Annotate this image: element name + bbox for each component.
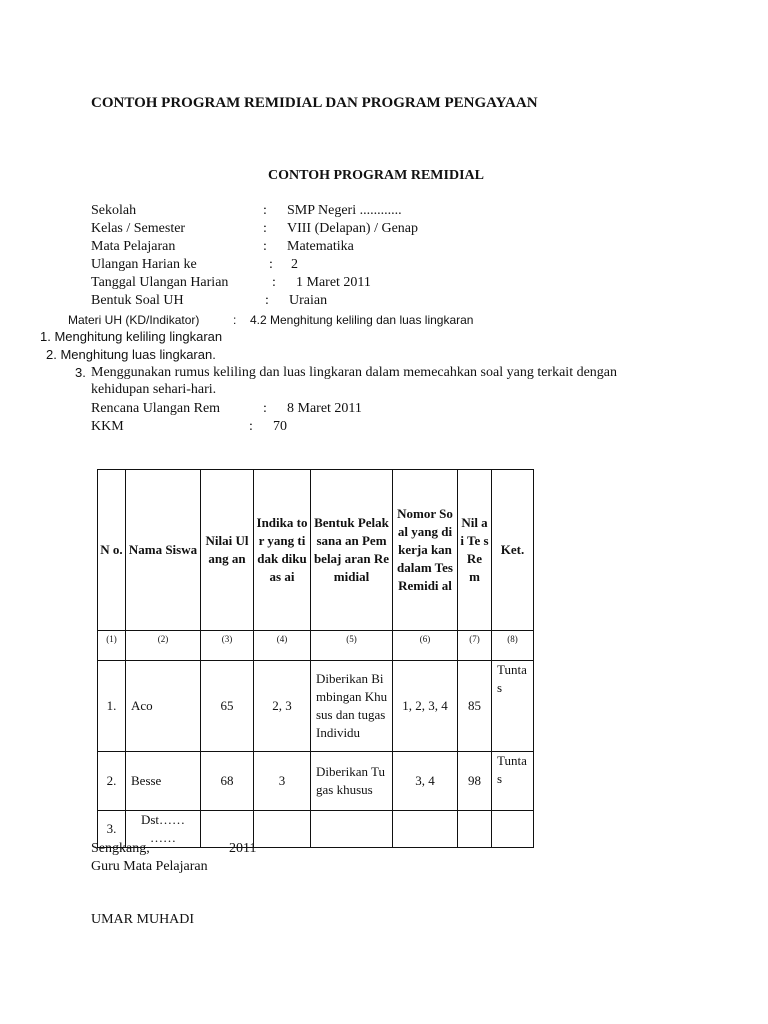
header-cell: Indika tor yang tidak dikuas ai (254, 470, 311, 631)
info-value-bentuk-soal: Uraian (289, 293, 328, 308)
column-number: (3) (201, 631, 254, 661)
header-cell: Bentuk Pelaksana an Pembelaj aran Remidial (311, 470, 393, 631)
table-row (98, 811, 534, 848)
column-number: (1) (98, 631, 126, 661)
header-cell: Nil ai Te s Re m (458, 470, 492, 631)
info-label-mapel: Mata Pelajaran (91, 239, 176, 254)
cell-nama: Dst…… …… (126, 811, 201, 848)
cell-bentuk: Diberikan Tugas khusus (311, 752, 393, 811)
document-title: CONTOH PROGRAM REMIDIAL DAN PROGRAM PENGAYAAN (91, 95, 538, 111)
info-label-kelas: Kelas / Semester (91, 221, 186, 236)
column-number: (5) (311, 631, 393, 661)
cell-no: 2. (98, 752, 126, 811)
cell-indikator: 3 (254, 752, 311, 811)
info-value-mapel: Matematika (287, 239, 354, 254)
signatory-name: UMAR MUHADI (91, 912, 195, 927)
info-sep: : (233, 313, 237, 327)
indicator-item-continued: kehidupan sehari-hari. (91, 382, 217, 397)
cell-nomor (393, 811, 458, 848)
header-cell: Nomor Soal yang dikerja kan dalam Tes Remidi al (393, 470, 458, 631)
info-sep: : (272, 275, 276, 290)
footer-year: 2011 (229, 841, 257, 856)
indicator-item: Menggunakan rumus keliling dan luas lingkaran dalam memecahkan soal yang terkait dengan (91, 365, 618, 380)
cell-nama: Besse (126, 752, 201, 811)
cell-bentuk: Diberikan Bimbingan Khusus dan tugas Individu (311, 661, 393, 752)
indicator-number: 3. (75, 365, 86, 380)
materi-value: 4.2 Menghitung keliling dan luas lingkaran (250, 313, 474, 327)
info-sep: : (263, 401, 267, 416)
info-value-sekolah: SMP Negeri ............ (287, 203, 402, 218)
cell-nilai-tes (458, 811, 492, 848)
header-cell: Ket. (492, 470, 534, 631)
cell-nomor: 3, 4 (393, 752, 458, 811)
info-sep: : (269, 257, 273, 272)
cell-ket: Tuntas (492, 661, 534, 752)
materi-label: Materi UH (KD/Indikator) (68, 313, 200, 327)
header-cell: Nilai Ulang an (201, 470, 254, 631)
cell-nilai: 68 (201, 752, 254, 811)
header-cell: N o. (98, 470, 126, 631)
cell-no: 1. (98, 661, 126, 752)
info-label-tanggal: Tanggal Ulangan Harian (91, 275, 229, 290)
column-number: (4) (254, 631, 311, 661)
cell-indikator: 2, 3 (254, 661, 311, 752)
info-sep: : (263, 239, 267, 254)
kkm-value: 70 (273, 419, 287, 434)
rencana-label: Rencana Ulangan Rem (91, 401, 221, 416)
remedial-table (97, 469, 534, 848)
info-value-tanggal: 1 Maret 2011 (296, 275, 371, 290)
cell-nilai: 65 (201, 661, 254, 752)
info-label-sekolah: Sekolah (91, 203, 137, 218)
cell-ket: Tuntas (492, 752, 534, 811)
table-row (98, 661, 534, 752)
cell-nomor: 1, 2, 3, 4 (393, 661, 458, 752)
indicator-item: 2. Menghitung luas lingkaran. (46, 347, 216, 362)
info-label-bentuk-soal: Bentuk Soal UH (91, 293, 184, 308)
column-number-row (98, 631, 534, 661)
table-header-row (98, 470, 534, 631)
cell-ket (492, 811, 534, 848)
cell-bentuk (311, 811, 393, 848)
info-value-ulangan-ke: 2 (291, 257, 298, 272)
cell-nilai-tes: 98 (458, 752, 492, 811)
rencana-value: 8 Maret 2011 (287, 401, 362, 416)
info-value-kelas: VIII (Delapan) / Genap (287, 221, 418, 236)
header-cell: Nama Siswa (126, 470, 201, 631)
footer-role: Guru Mata Pelajaran (91, 859, 208, 874)
kkm-label: KKM (91, 419, 124, 434)
cell-nama: Aco (126, 661, 201, 752)
cell-indikator (254, 811, 311, 848)
cell-nilai-tes: 85 (458, 661, 492, 752)
section-title: CONTOH PROGRAM REMIDIAL (268, 168, 484, 183)
info-sep: : (265, 293, 269, 308)
column-number: (2) (126, 631, 201, 661)
table-row (98, 752, 534, 811)
cell-no: 3. (98, 811, 126, 848)
footer-place: Sengkang, (91, 841, 150, 856)
indicator-item: 1. Menghitung keliling lingkaran (40, 329, 223, 344)
column-number: (6) (393, 631, 458, 661)
info-sep: : (263, 203, 267, 218)
info-label-ulangan-ke: Ulangan Harian ke (91, 257, 197, 272)
column-number: (7) (458, 631, 492, 661)
column-number: (8) (492, 631, 534, 661)
info-sep: : (263, 221, 267, 236)
info-sep: : (249, 419, 253, 434)
